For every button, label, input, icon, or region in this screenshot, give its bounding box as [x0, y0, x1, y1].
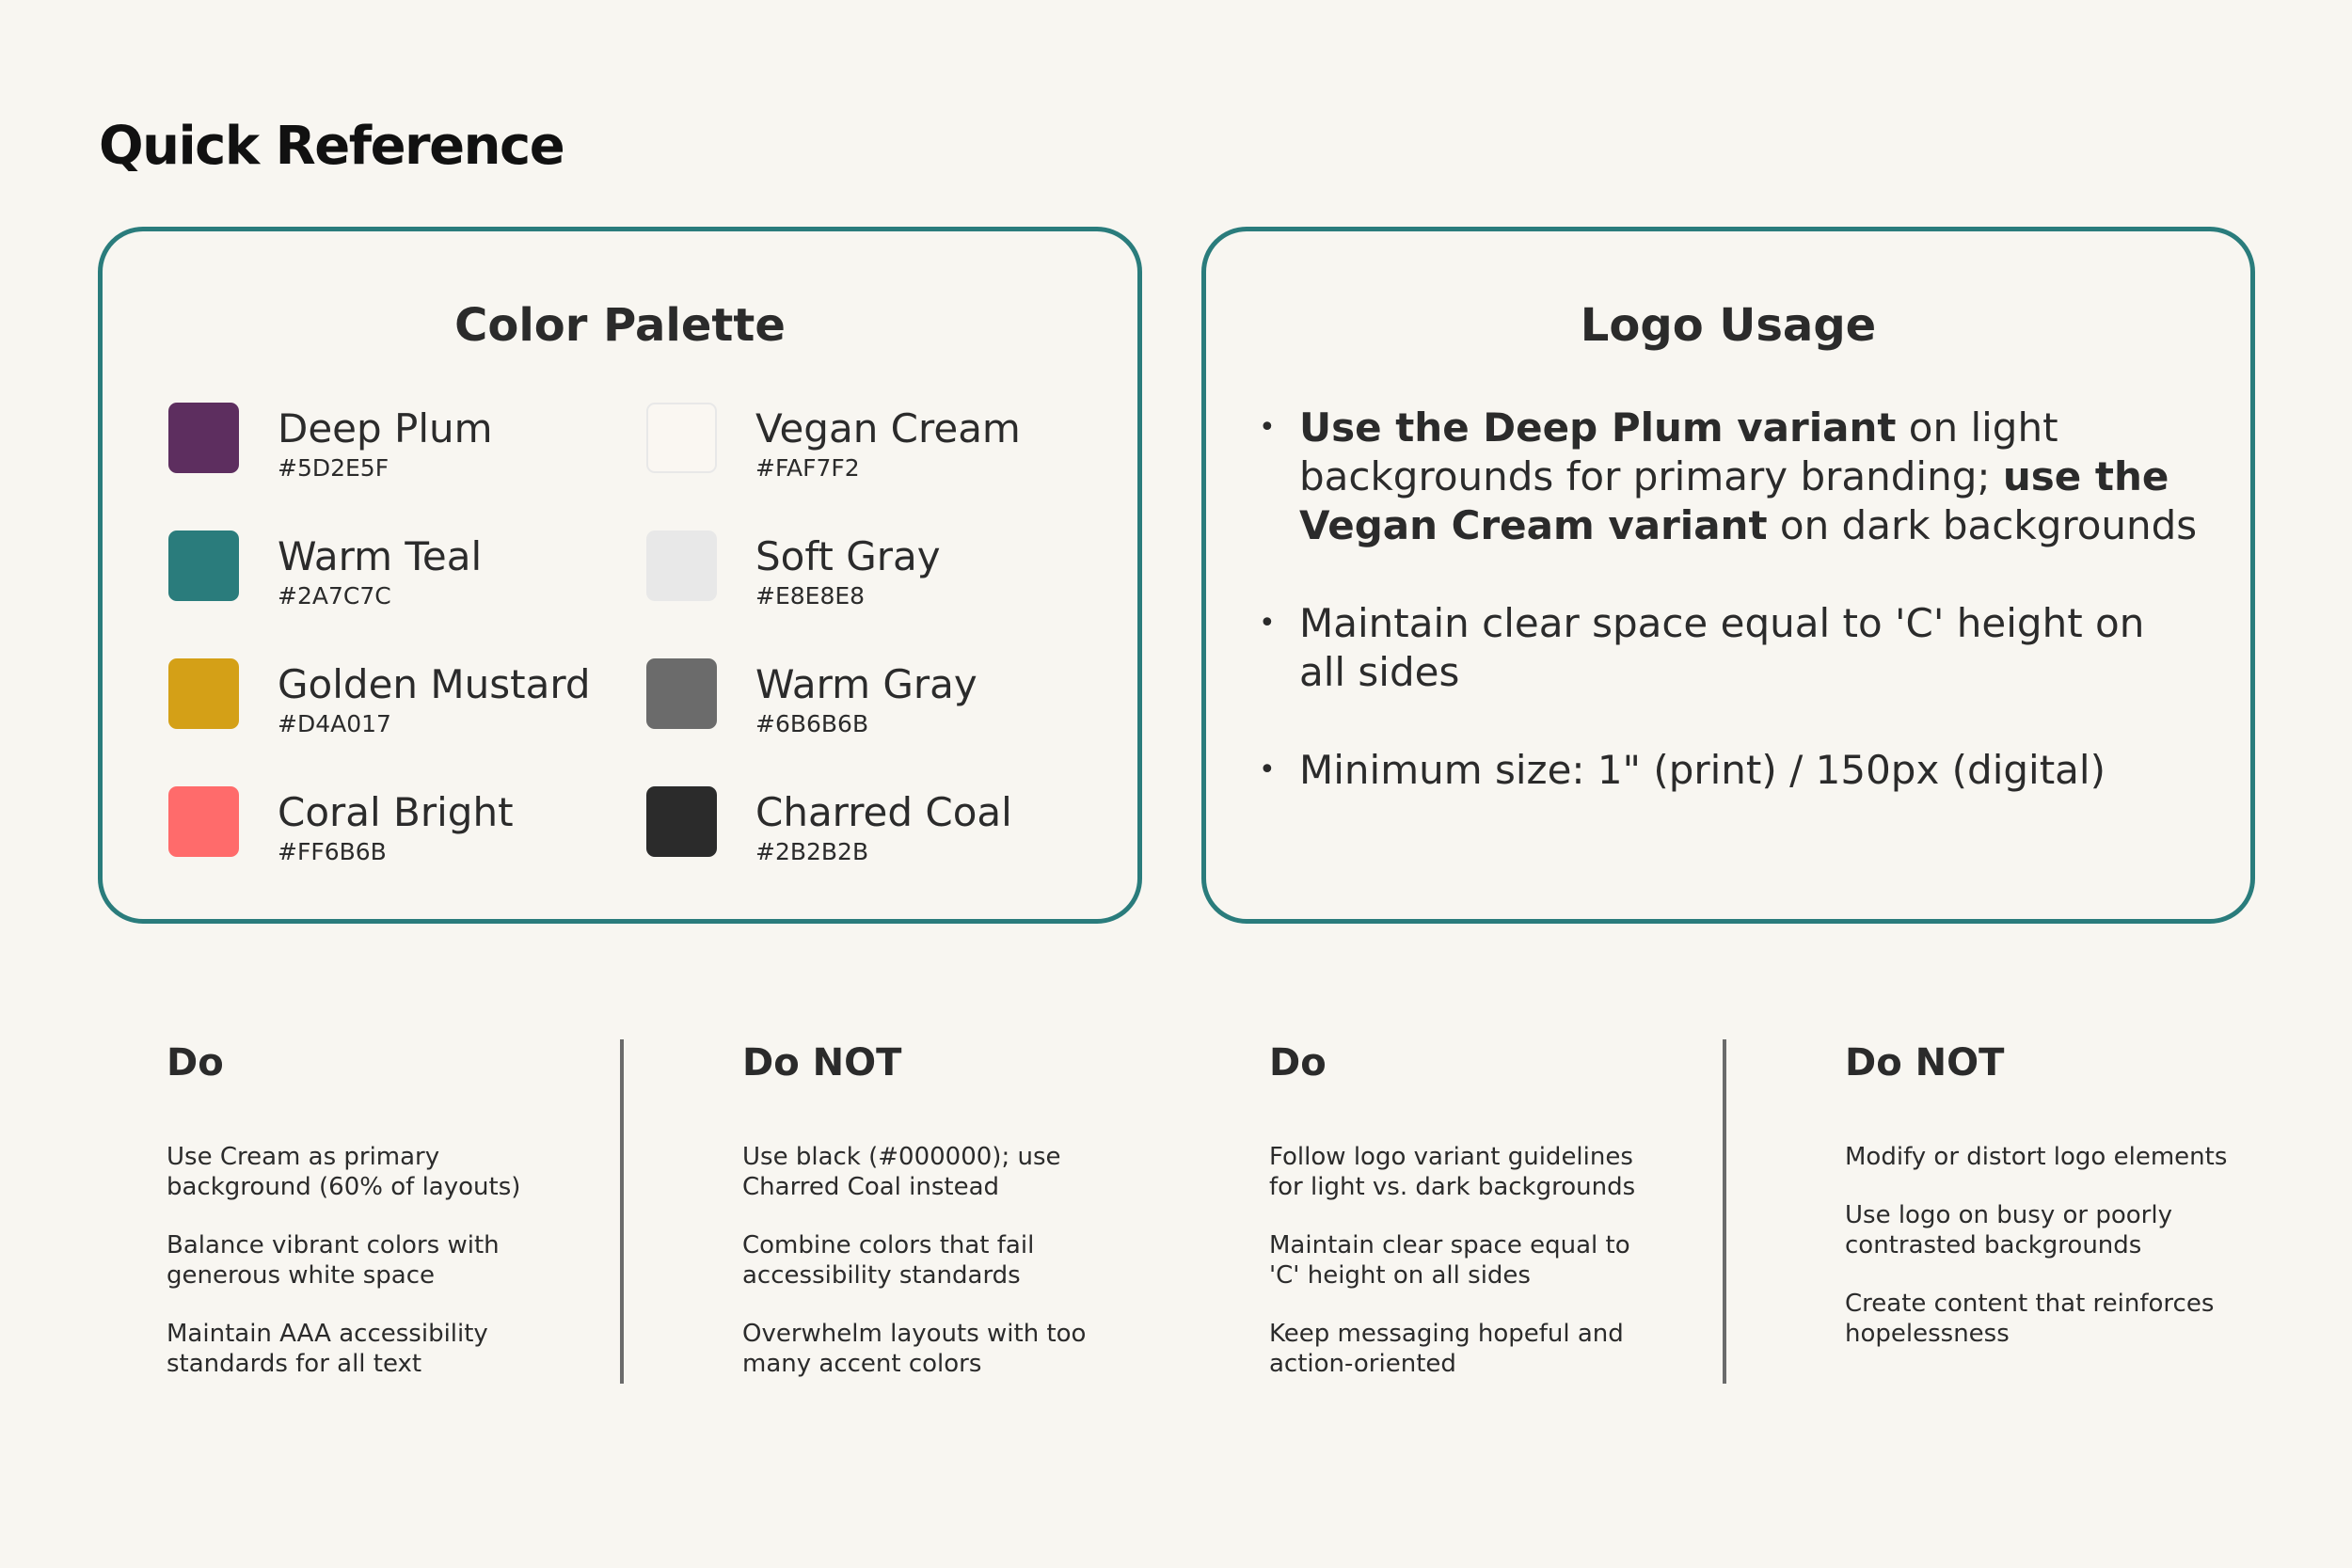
rule-item: Create content that reinforces hopelessness — [1845, 1290, 2215, 1348]
swatch-hex: #FAF7F2 — [755, 454, 860, 482]
column-divider — [620, 1039, 624, 1384]
swatch-soft-gray — [646, 531, 1098, 658]
rule-item: Maintain clear space equal to 'C' height on all sides — [1269, 1231, 1630, 1290]
rule-item: Use black (#000000); use Charred Coal instead — [742, 1143, 1061, 1201]
color-chip — [646, 403, 717, 473]
swatch-name: Deep Plum — [278, 405, 493, 451]
body-text: Maintain clear space equal to 'C' height on all sides — [1299, 600, 2145, 695]
column-divider — [1723, 1039, 1726, 1384]
logo-do-column — [1269, 1041, 1664, 1407]
color-chip — [646, 786, 717, 857]
rule-item: Combine colors that fail accessibility standards — [742, 1231, 1035, 1290]
do-not-heading: Do NOT — [1845, 1041, 2005, 1085]
swatch-text — [278, 786, 514, 863]
do-not-heading: Do NOT — [742, 1041, 902, 1085]
color-chip — [646, 531, 717, 601]
swatch-name: Vegan Cream — [755, 405, 1021, 451]
swatch-text — [278, 403, 493, 480]
rule-item: Overwhelm layouts with too many accent colors — [742, 1320, 1087, 1378]
swatch-vegan-cream — [646, 403, 1098, 531]
color-do-column — [167, 1041, 562, 1407]
swatch-hex: #2A7C7C — [278, 582, 391, 610]
color-chip — [168, 658, 239, 729]
color-chip — [168, 403, 239, 473]
logo-usage-title: Logo Usage — [1580, 299, 1877, 352]
swatch-charred-coal — [646, 786, 1098, 914]
swatch-grid — [168, 403, 1109, 914]
swatch-text — [755, 403, 1021, 480]
swatch-hex: #FF6B6B — [278, 838, 387, 865]
rule-item: Use Cream as primary background (60% of layouts) — [167, 1143, 521, 1201]
rule-item: Use logo on busy or poorly contrasted backgrounds — [1845, 1201, 2172, 1259]
logo-usage-list — [1299, 404, 2202, 844]
swatch-warm-teal — [168, 531, 646, 658]
do-heading: Do — [1269, 1041, 1327, 1085]
body-text: Minimum size: 1" (print) / 150px (digital) — [1299, 747, 2106, 793]
color-dont-column — [742, 1041, 1137, 1407]
swatch-hex: #D4A017 — [278, 710, 391, 737]
swatch-hex: #2B2B2B — [755, 838, 869, 865]
color-palette-title: Color Palette — [454, 299, 786, 352]
logo-usage-bullet — [1299, 599, 2202, 697]
rule-item: Maintain AAA accessibility standards for all text — [167, 1320, 488, 1378]
swatch-name: Soft Gray — [755, 533, 941, 579]
color-chip — [646, 658, 717, 729]
do-heading: Do — [167, 1041, 224, 1085]
swatch-name: Warm Gray — [755, 661, 977, 707]
swatch-coral-bright — [168, 786, 646, 914]
color-chip — [168, 531, 239, 601]
body-text: on dark backgrounds — [1767, 502, 2198, 548]
logo-dont-column — [1845, 1041, 2240, 1377]
swatch-text — [755, 531, 941, 608]
rule-item: Balance vibrant colors with generous white space — [167, 1231, 500, 1290]
swatch-name: Coral Bright — [278, 789, 514, 835]
bold-text: Use the Deep Plum variant — [1299, 404, 1897, 451]
rule-item: Modify or distort logo elements — [1845, 1143, 2228, 1171]
swatch-golden-mustard — [168, 658, 646, 786]
swatch-text — [278, 658, 591, 736]
swatch-deep-plum — [168, 403, 646, 531]
logo-usage-bullet — [1299, 746, 2202, 795]
swatch-text — [278, 531, 482, 608]
swatch-name: Golden Mustard — [278, 661, 591, 707]
swatch-text — [755, 658, 977, 736]
bold-text: use the Vegan Cream variant — [1299, 453, 2169, 548]
swatch-warm-gray — [646, 658, 1098, 786]
rule-item: Keep messaging hopeful and action-oriented — [1269, 1320, 1624, 1378]
color-chip — [168, 786, 239, 857]
body-text: on light backgrounds for primary branding; — [1299, 404, 2058, 499]
page-title: Quick Reference — [99, 116, 564, 177]
logo-usage-card — [1201, 227, 2255, 924]
swatch-name: Charred Coal — [755, 789, 1012, 835]
swatch-hex: #E8E8E8 — [755, 582, 866, 610]
swatch-text — [755, 786, 1012, 863]
color-palette-card — [98, 227, 1142, 924]
logo-usage-bullet — [1299, 404, 2202, 550]
swatch-name: Warm Teal — [278, 533, 483, 579]
rule-item: Follow logo variant guidelines for light vs. dark backgrounds — [1269, 1143, 1636, 1201]
swatch-hex: #5D2E5F — [278, 454, 389, 482]
swatch-hex: #6B6B6B — [755, 710, 869, 737]
